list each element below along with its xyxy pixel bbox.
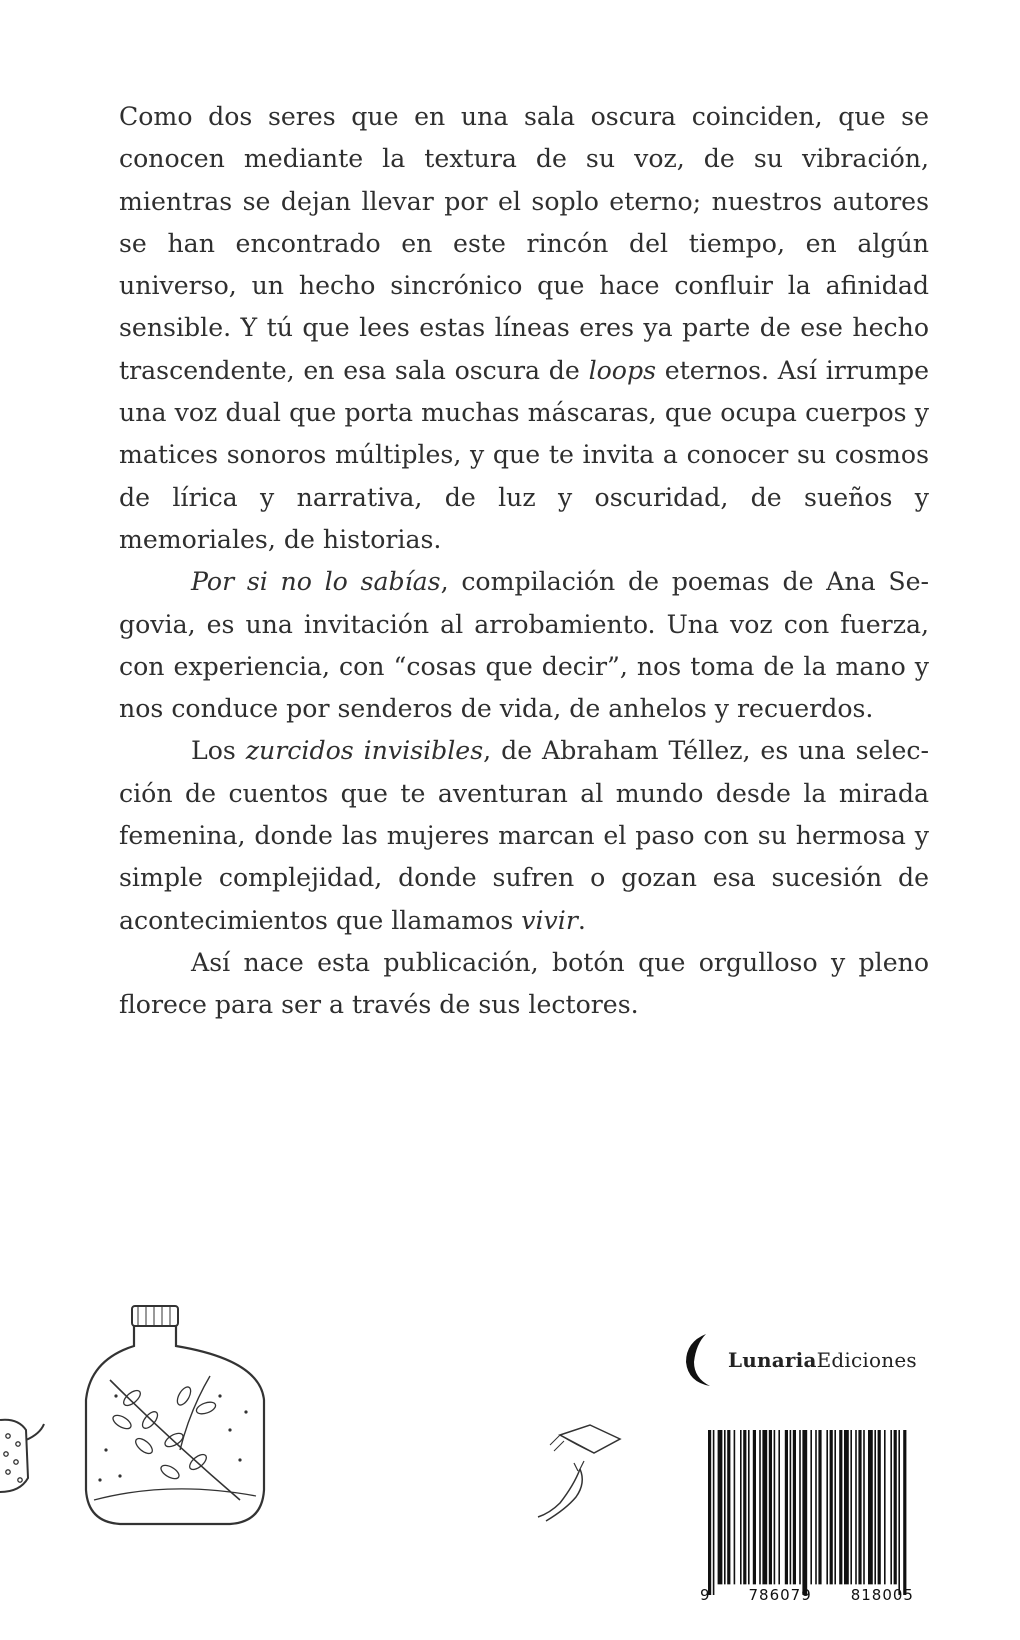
paragraph-1: [119, 96, 929, 561]
isbn-first-digit: 9: [700, 1586, 710, 1604]
paragraph-2: [119, 561, 929, 730]
p1-italic: loops: [588, 355, 657, 385]
p3-text-c: .: [577, 905, 586, 935]
jar-illustration: [80, 1300, 280, 1530]
p2-italic-title: Por si no lo sabías: [191, 567, 441, 597]
publisher-logo: [680, 1332, 917, 1388]
moon-logo-icon: [680, 1332, 724, 1388]
p3-italic-title: zurcidos invisibles: [245, 736, 484, 766]
isbn-group-2: 818005: [850, 1586, 914, 1604]
paragraph-4: [119, 942, 929, 1027]
isbn-group-1: 786079: [748, 1586, 812, 1604]
p1-text-b: eternos. Así irrumpe una voz dual que porta muchas máscaras, que ocupa cuerpos y matices sonoros múltiples, y que te invita a conocer su cosmos de lírica y narrativa, de luz y oscuridad, de sueños y memoriales, de historias.: [119, 355, 929, 554]
publisher-name: LunariaEdiciones: [728, 1348, 917, 1372]
p4-text: Así nace esta publicación, botón que orgulloso y pleno florece para ser a través de sus lectores.: [119, 947, 929, 1020]
p3-text-b: , de Abraham Téllez, es una selección de cuentos que te aventuran al mundo desde la mirada femenina, donde las mujeres marcan el paso con su hermosa y simple complejidad, donde sufren o gozan esa sucesión de acontecimientos que llamamos: [119, 736, 929, 935]
paragraph-3: [119, 730, 929, 941]
p3-italic-vivir: vivir: [521, 905, 578, 935]
hand-book-illustration: [520, 1405, 640, 1525]
teapot-illustration: [0, 1400, 50, 1500]
back-cover-text: [119, 96, 929, 1027]
p2-text: , compilación de poemas de Ana Segovia, es una invitación al arrobamiento. Una voz con fuerza, con experiencia, con “cosas que decir”, nos toma de la mano y nos conduce por senderos de vida, de anhelos y recuerdos.: [119, 567, 929, 724]
p1-text-a: Como dos seres que en una sala oscura coinciden, que se conocen mediante la textura de su voz, de su vibración, mientras se dejan llevar por el soplo eterno; nuestros autores se han encontrado en este rincón del tiempo, en algún universo, un hecho sincrónico que hace confluir la afinidad sensible. Y tú que lees estas líneas eres ya parte de ese hecho trascendente, en esa sala oscura de: [119, 102, 929, 385]
isbn-digits: [700, 1586, 914, 1604]
isbn-barcode: [700, 1430, 912, 1595]
p3-text-a: Los: [191, 736, 246, 766]
